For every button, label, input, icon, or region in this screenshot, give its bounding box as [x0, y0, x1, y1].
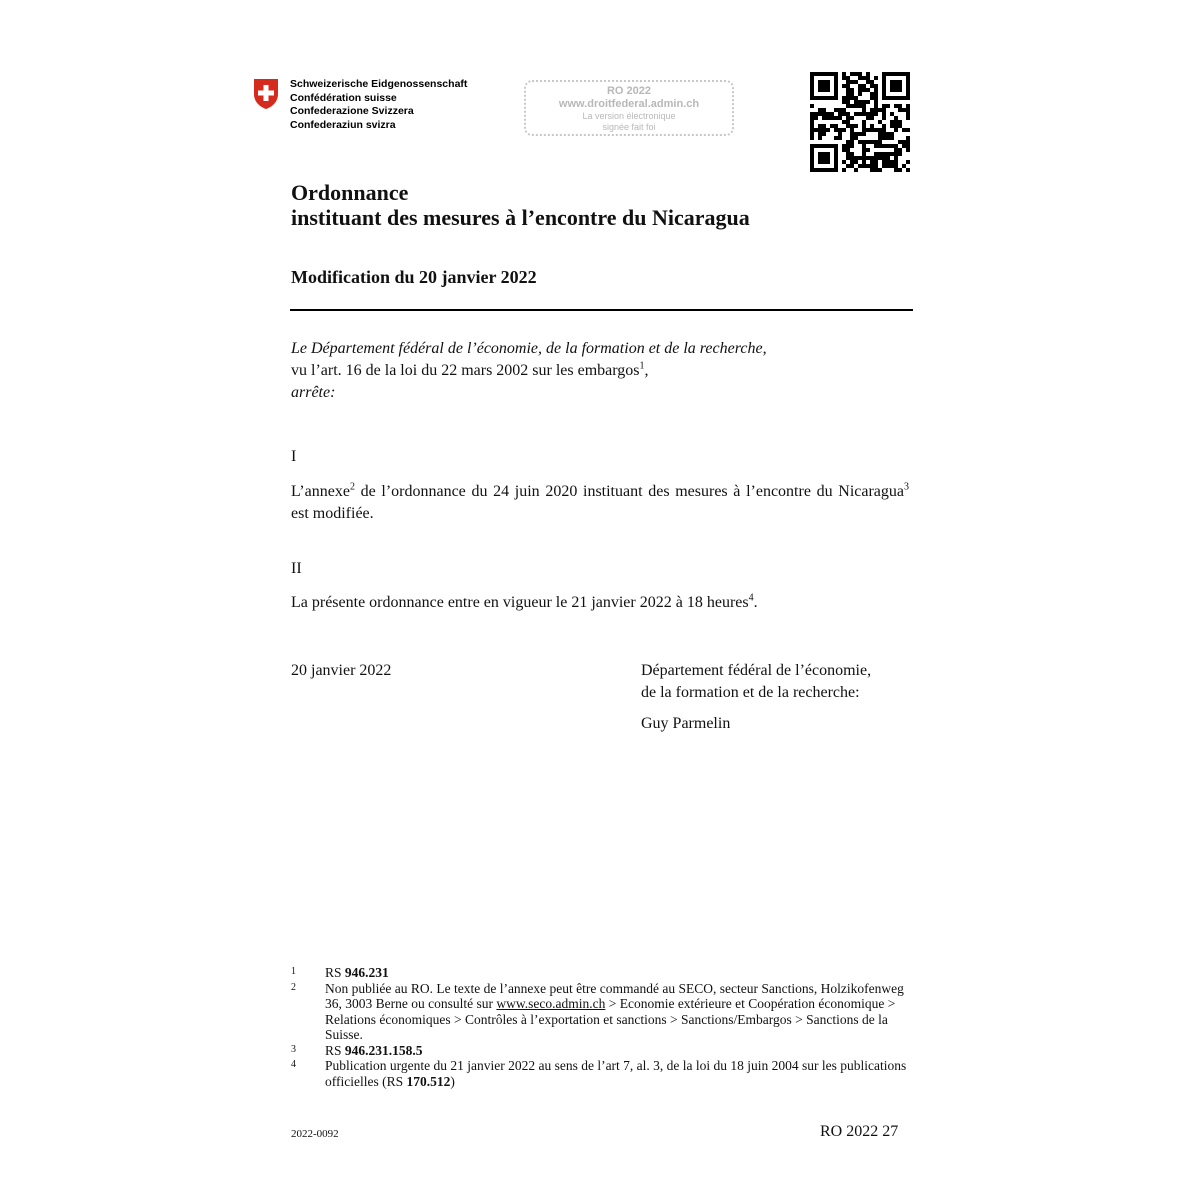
footnote-text — [325, 1058, 911, 1089]
signer-name: Guy Parmelin — [641, 715, 731, 732]
footnotes — [291, 965, 911, 1089]
section-1-text — [291, 481, 909, 525]
footnote-number: 3 — [291, 1043, 296, 1055]
footnote-2 — [291, 981, 911, 1043]
section-2-body: La présente ordonnance entre en vigueur le 21 janvier 2022 à 18 heures — [291, 594, 749, 611]
confederation-line-fr: Confédération suisse — [290, 91, 397, 104]
footnote-text-b: > Economie extérieure et Coopération économique > Relations économiques > Contrôles à l’exportation et sanctions > Sanctions/Embargos > Sanctions de la Suisse. — [325, 996, 896, 1042]
signature-department — [641, 660, 921, 704]
preamble-basis-text: vu l’art. 16 de la loi du 22 mars 2002 sur les embargos — [291, 362, 640, 379]
section-1-part-1: L’annexe — [291, 483, 350, 500]
footnote-text — [325, 981, 911, 1043]
footnote-number: 1 — [291, 966, 296, 977]
section-2-end: . — [753, 594, 758, 611]
footnote-text-a: Non publiée au RO. Le texte de l’annexe peut être commandé au SECO, secteur Sanctions, Holzikofenweg 36, 3003 Berne ou consulté sur — [325, 980, 904, 1011]
signature-date: 20 janvier 2022 — [291, 662, 392, 679]
publication-stamp — [524, 80, 734, 136]
swiss-cross-icon — [252, 78, 280, 110]
preamble — [291, 338, 911, 404]
footnote-3 — [291, 1043, 911, 1059]
qr-code-icon — [810, 72, 910, 172]
footnote-number: 4 — [291, 1059, 296, 1070]
preamble-authority: Le Département fédéral de l’économie, de la formation et de la recherche, — [291, 340, 767, 357]
department-line-2: de la formation et de la recherche: — [641, 684, 860, 701]
section-1-part-2: de l’ordonnance du 24 juin 2020 instituant des mesures à l’encontre du Nicaragua — [354, 483, 904, 500]
title-line-1: Ordonnance — [291, 180, 409, 205]
document-title — [291, 180, 750, 230]
footnote-rs-number: 946.231 — [344, 965, 389, 980]
footnote-prefix: RS — [325, 1042, 345, 1058]
footnote-4 — [291, 1058, 911, 1089]
preamble-basis-end: , — [644, 362, 649, 379]
confederation-line-rm: Confederaziun svizra — [290, 118, 396, 131]
footnote-ref-1[interactable]: 1 — [639, 360, 645, 372]
footnote-ref-3[interactable]: 3 — [904, 481, 909, 493]
footnote-rs-number: 170.512 — [406, 1073, 451, 1089]
stamp-note-2: signée fait foi — [602, 122, 656, 132]
footnote-ref-2[interactable]: 2 — [349, 481, 355, 493]
confederation-line-it: Confederazione Svizzera — [290, 105, 414, 117]
confederation-names — [290, 78, 467, 132]
footnote-text-b: ) — [450, 1073, 455, 1089]
footnote-rs-number: 946.231.158.5 — [344, 1042, 423, 1058]
section-2-number: II — [291, 560, 302, 577]
stamp-note-1: La version électronique — [582, 111, 676, 121]
stamp-ro: RO 2022 — [606, 85, 652, 97]
section-2-text — [291, 592, 909, 614]
modification-date: Modification du 20 janvier 2022 — [291, 267, 537, 287]
section-1-number: I — [291, 448, 297, 465]
document-number: 2022-0092 — [291, 1128, 339, 1140]
section-1-part-3: est modifiée. — [291, 505, 374, 522]
department-line-1: Département fédéral de l’économie, — [641, 662, 872, 679]
preamble-basis — [291, 360, 911, 382]
footnote-text — [325, 965, 911, 981]
footnote-1 — [291, 965, 911, 981]
title-line-2: instituant des mesures à l’encontre du Nicaragua — [291, 205, 750, 230]
ro-page-reference: RO 2022 27 — [820, 1123, 899, 1140]
footnote-prefix: RS — [325, 965, 345, 980]
stamp-url: www.droitfederal.admin.ch — [558, 98, 700, 110]
footnote-number: 2 — [291, 981, 296, 993]
confederation-line-de: Schweizerische Eidgenossenschaft — [290, 78, 468, 90]
seco-link[interactable]: www.seco.admin.ch — [496, 996, 606, 1011]
footnote-text — [325, 1043, 911, 1059]
footnote-ref-4[interactable]: 4 — [748, 592, 754, 604]
preamble-decides: arrête: — [291, 384, 336, 401]
footnote-text-a: Publication urgente du 21 janvier 2022 au sens de l’art 7, al. 3, de la loi du 18 juin 2004 sur les publications officielles (RS — [325, 1058, 907, 1089]
title-divider — [290, 309, 913, 311]
